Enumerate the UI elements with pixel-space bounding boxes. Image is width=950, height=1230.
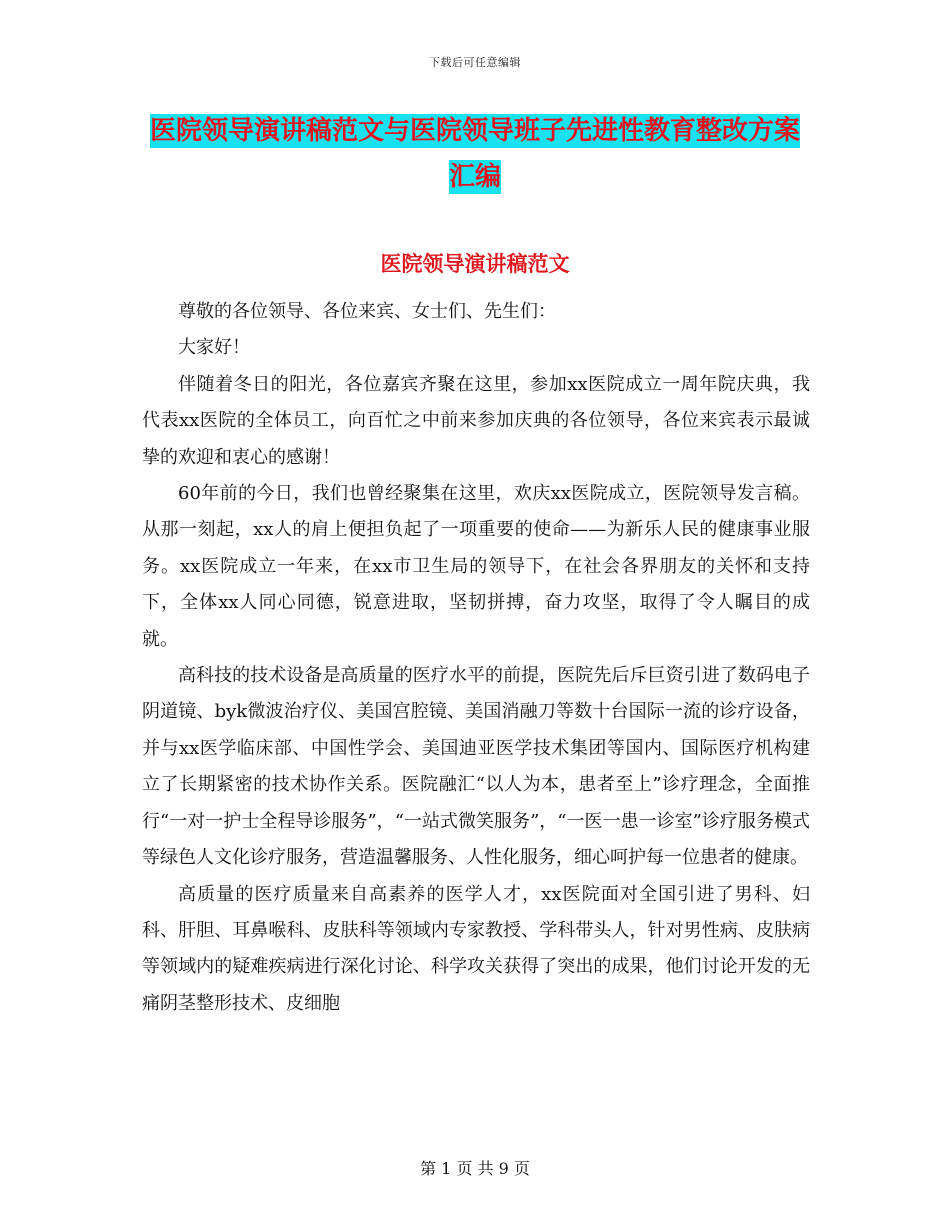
body-paragraph: 60年前的今日，我们也曾经聚集在这里，欢庆xx医院成立，医院领导发言稿。从那一刻起，xx人的肩上便担负起了一项重要的使命——为新乐人民的健康事业服务。xx医院成立一年来，在xx市卫生局的领导下，在社会各界朋友的关怀和支持下，全体xx人同心同德，锐意进取，坚韧拼搏，奋力攻坚，取得了令人瞩目的成就。 <box>142 483 810 650</box>
body-paragraph: 高科技的技术设备是高质量的医疗水平的前提，医院先后斥巨资引进了数码电子阴道镜、byk微波治疗仪、美国宫腔镜、美国消融刀等数十台国际一流的诊疗设备，并与xx医学临床部、中国性学会、美国迪亚医学技术集团等国内、国际医疗机构建立了长期紧密的技术协作关系。医院融汇“以人为本，患者至上”诊疗理念，全面推行“一对一护士全程导诊服务”，“一站式微笑服务”，“一医一患一诊室”诊疗服务模式等绿色人文化诊疗服务，营造温馨服务、人性化服务，细心呵护每一位患者的健康。 <box>142 665 810 869</box>
body-paragraph: 伴随着冬日的阳光，各位嘉宾齐聚在这里，参加xx医院成立一周年院庆典，我代表xx医院的全体员工，向百忙之中前来参加庆典的各位领导，各位来宾表示最诚挚的欢迎和衷心的感谢！ <box>142 373 810 468</box>
document-title <box>140 108 810 200</box>
document-title-text: 医院领导演讲稿范文与医院领导班子先进性教育整改方案汇编 <box>149 116 800 192</box>
body-paragraph: 高质量的医疗质量来自高素养的医学人才，xx医院面对全国引进了男科、妇科、肝胆、耳鼻喉科、皮肤科等领域内专家教授、学科带头人，针对男性病、皮肤病等领域内的疑难疾病进行深化讨论、科学攻关获得了突出的成果，他们讨论开发的无痛阴茎整形技术、皮细胞 <box>142 883 810 1014</box>
page-header-note: 下载后可任意编辑 <box>429 56 521 69</box>
document-body <box>142 294 810 1022</box>
salutation: 尊敬的各位领导、各位来宾、女士们、先生们： <box>178 301 556 322</box>
section-title: 医院领导演讲稿范文 <box>380 252 570 276</box>
page-number: 第 1 页 共 9 页 <box>420 1159 530 1178</box>
greeting: 大家好！ <box>178 337 250 359</box>
